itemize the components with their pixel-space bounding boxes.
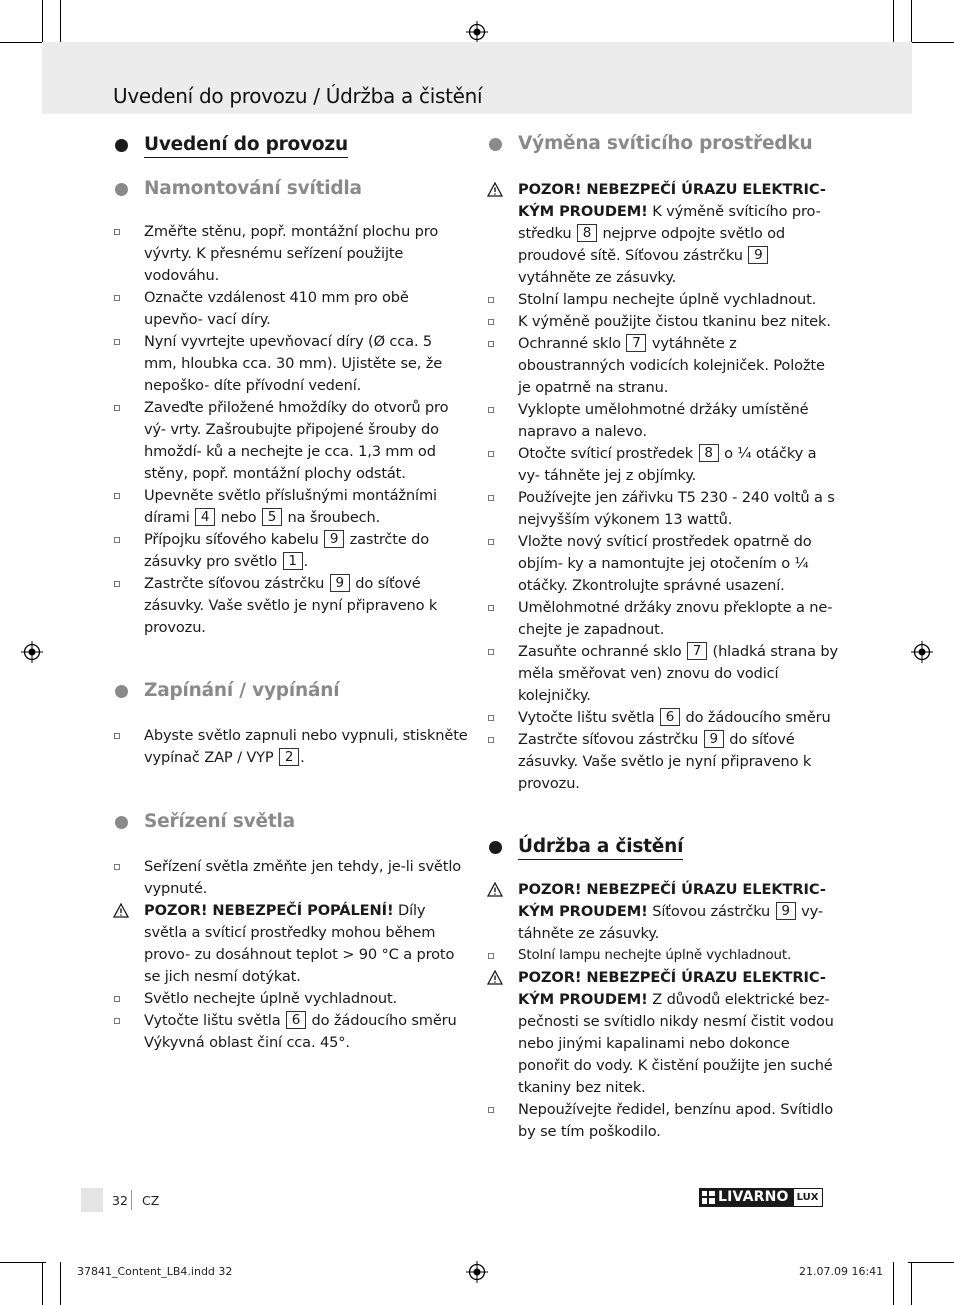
registration-mark-icon: [466, 21, 488, 43]
list-item: Seřízení světla změňte jen tehdy, je-li světlo vypnuté.: [113, 856, 468, 900]
warning-item: POZOR! NEBEZPEČÍ ÚRAZU ELEKTRIC- KÝM PROUDEM! K výměně svíticího pro- středku 8 nejprve odpojte světlo od proudové sítě. Síťovou zástrčku 9 vytáhněte ze zásuvky.: [487, 179, 842, 289]
part-number-box: 4: [195, 508, 215, 526]
warning-item: POZOR! NEBEZPEČÍ ÚRAZU ELEKTRIC- KÝM PROUDEM! Z důvodů elektrické bez- pečnosti se svítidlo nikdy nesmí čistit vodou nebo jinými kapalinami nebo dokonce ponořit do vody. K čistění použijte jen suché tkaniny bez nitek.: [487, 967, 842, 1099]
square-bullet-icon: [114, 229, 120, 235]
page-number: 32: [112, 1193, 128, 1208]
page-title: Uvedení do provozu / Údržba a čistění: [113, 84, 483, 108]
part-number-box: 6: [286, 1011, 306, 1029]
list-item: Změřte stěnu, popř. montážní plochu pro vývrty. K přesnému seřízení použijte vodováhu.: [113, 221, 468, 287]
brand-logo: [699, 1188, 823, 1207]
bullet-dot-icon: [489, 841, 502, 854]
square-bullet-icon: [488, 605, 494, 611]
registration-mark-icon: [21, 641, 43, 663]
square-bullet-icon: [488, 737, 494, 743]
list-item: Zaveďte přiložené hmoždíky do otvorů pro vý- vrty. Zašroubujte připojené šrouby do hmoždí- ků a nechejte je cca. 1,3 mm od stěny, popř. montážní plochy odstát.: [113, 397, 468, 485]
square-bullet-icon: [114, 493, 120, 499]
registration-mark-icon: [466, 1261, 488, 1283]
list-item: Zastrčte síťovou zástrčku 9 do síťové zásuvky. Vaše světlo je nyní připraveno k provozu.: [113, 573, 468, 639]
square-bullet-icon: [114, 864, 120, 870]
footer-divider: [131, 1190, 132, 1210]
part-number-box: 2: [279, 748, 299, 766]
language-code: CZ: [142, 1193, 160, 1208]
bullet-dot-icon: [489, 138, 502, 151]
list-item: Světlo nechejte úplně vychladnout.: [113, 988, 468, 1010]
list-item: K výměně použijte čistou tkaninu bez nitek.: [487, 311, 842, 333]
square-bullet-icon: [114, 537, 120, 543]
square-bullet-icon: [114, 405, 120, 411]
warning-triangle-icon: [113, 903, 129, 918]
list-item: Otočte svíticí prostředek 8 o ¼ otáčky a vy- táhněte jej z objímky.: [487, 443, 842, 487]
warning-triangle-icon: [487, 882, 503, 897]
section-heading-namontovani: Namontování svítidla: [113, 177, 468, 201]
square-bullet-icon: [114, 295, 120, 301]
section-heading-udrzba: Údržba a čistění: [487, 835, 842, 859]
list-item: Používejte jen zářivku T5 230 - 240 voltů a s nejvyšším výkonem 13 wattů.: [487, 487, 842, 531]
crop-mark: [0, 1262, 46, 1263]
crop-mark: [42, 0, 43, 46]
warning-item: POZOR! NEBEZPEČÍ ÚRAZU ELEKTRIC- KÝM PROUDEM! Síťovou zástrčku 9 vy- táhněte ze zásuvky.: [487, 879, 842, 945]
list-item: Stolní lampu nechejte úplně vychladnout.: [487, 289, 842, 311]
section-heading-uvedeni: Uvedení do provozu: [113, 133, 468, 157]
slug-filename: 37841_Content_LB4.indd 32: [77, 1265, 233, 1278]
square-bullet-icon: [488, 495, 494, 501]
crop-mark: [893, 0, 894, 46]
crop-mark: [0, 42, 46, 43]
list-item: Vytočte lištu světla 6 do žádoucího směru: [487, 707, 842, 729]
logo-lux-badge: LUX: [793, 1188, 823, 1207]
square-bullet-icon: [114, 581, 120, 587]
bullet-dot-icon: [115, 685, 128, 698]
square-bullet-icon: [488, 715, 494, 721]
square-bullet-icon: [488, 539, 494, 545]
bullet-dot-icon: [115, 816, 128, 829]
list-item: Vyklopte umělohmotné držáky umístěné napravo a nalevo.: [487, 399, 842, 443]
list-serizeni: [113, 856, 468, 1054]
part-number-box: 9: [748, 246, 768, 264]
section-heading-zapinani: Zapínání / vypínání: [113, 679, 468, 703]
part-number-box: 7: [687, 642, 707, 660]
slug-date: 21.07.09 16:41: [799, 1265, 884, 1278]
square-bullet-icon: [488, 451, 494, 457]
crop-mark: [911, 1262, 912, 1305]
part-number-box: 8: [577, 224, 597, 242]
crop-mark: [60, 1262, 61, 1305]
list-namontovani: [113, 221, 468, 639]
square-bullet-icon: [114, 996, 120, 1002]
crop-mark: [42, 1262, 43, 1305]
warning-triangle-icon: [487, 970, 503, 985]
square-bullet-icon: [114, 1018, 120, 1024]
list-zapinani: [113, 725, 468, 769]
part-number-box: 6: [660, 708, 680, 726]
part-number-box: 9: [324, 530, 344, 548]
footer-tab-marker: [81, 1188, 103, 1212]
list-item: Zasuňte ochranné sklo 7 (hladká strana by měla směřovat ven) znovu do vodicí kolejničky.: [487, 641, 842, 707]
part-number-box: 9: [704, 730, 724, 748]
list-item: Vytočte lištu světla 6 do žádoucího směru Výkyvná oblast činí cca. 45°.: [113, 1010, 468, 1054]
part-number-box: 1: [283, 552, 303, 570]
list-item: Ochranné sklo 7 vytáhněte z oboustranných vodicích kolejniček. Položte je opatrně na stranu.: [487, 333, 842, 399]
crop-mark: [60, 0, 61, 46]
square-bullet-icon: [114, 733, 120, 739]
logo-mark-icon: [702, 1191, 715, 1204]
crop-mark: [893, 1262, 894, 1305]
crop-mark: [911, 0, 912, 46]
square-bullet-icon: [488, 1107, 494, 1113]
list-item: Vložte nový svíticí prostředek opatrně do objím- ky a namontujte jej otočením o ¼ otáčky. Zkontrolujte správné usazení.: [487, 531, 842, 597]
square-bullet-icon: [114, 339, 120, 345]
part-number-box: 7: [626, 334, 646, 352]
square-bullet-icon: [488, 649, 494, 655]
section-heading-serizeni: Seřízení světla: [113, 810, 468, 834]
part-number-box: 9: [776, 902, 796, 920]
part-number-box: 9: [330, 574, 350, 592]
list-item: Stolní lampu nechejte úplně vychladnout.: [487, 945, 842, 967]
right-column: [487, 128, 842, 1143]
left-column: [113, 128, 468, 1054]
list-vymena: [487, 179, 842, 795]
list-item: Přípojku síťového kabelu 9 zastrčte do zásuvky pro světlo 1 .: [113, 529, 468, 573]
logo-wordmark: LIVARNO: [699, 1188, 793, 1207]
list-item: Nyní vyvrtejte upevňovací díry (Ø cca. 5 mm, hloubka cca. 30 mm). Ujistěte se, že nepoško- díte přívodní vedení.: [113, 331, 468, 397]
bullet-dot-icon: [115, 183, 128, 196]
section-heading-vymena: Výměna svíticího prostředku: [487, 132, 842, 156]
list-item: Nepoužívejte ředidel, benzínu apod. Svítidlo by se tím poškodilo.: [487, 1099, 842, 1143]
registration-mark-icon: [911, 641, 933, 663]
square-bullet-icon: [488, 953, 494, 959]
list-item: Abyste světlo zapnuli nebo vypnuli, stiskněte vypínač ZAP / VYP 2 .: [113, 725, 468, 769]
list-item: Umělohmotné držáky znovu překlopte a ne- chejte je zapadnout.: [487, 597, 842, 641]
square-bullet-icon: [488, 319, 494, 325]
square-bullet-icon: [488, 407, 494, 413]
crop-mark: [908, 42, 954, 43]
warning-triangle-icon: [487, 182, 503, 197]
list-item: Upevněte světlo příslušnými montážními dírami 4 nebo 5 na šroubech.: [113, 485, 468, 529]
bullet-dot-icon: [115, 139, 128, 152]
crop-mark: [908, 1262, 954, 1263]
part-number-box: 8: [699, 444, 719, 462]
warning-item: POZOR! NEBEZPEČÍ POPÁLENÍ! Díly světla a svíticí prostředky mohou během provo- zu dosáhnout teplot > 90 °C a proto se jich nesmí dotýkat.: [113, 900, 468, 988]
list-udrzba: [487, 879, 842, 1143]
square-bullet-icon: [488, 341, 494, 347]
list-item: Zastrčte síťovou zástrčku 9 do síťové zásuvky. Vaše světlo je nyní připraveno k provozu.: [487, 729, 842, 795]
part-number-box: 5: [262, 508, 282, 526]
square-bullet-icon: [488, 297, 494, 303]
list-item: Označte vzdálenost 410 mm pro obě upevňo- vací díry.: [113, 287, 468, 331]
